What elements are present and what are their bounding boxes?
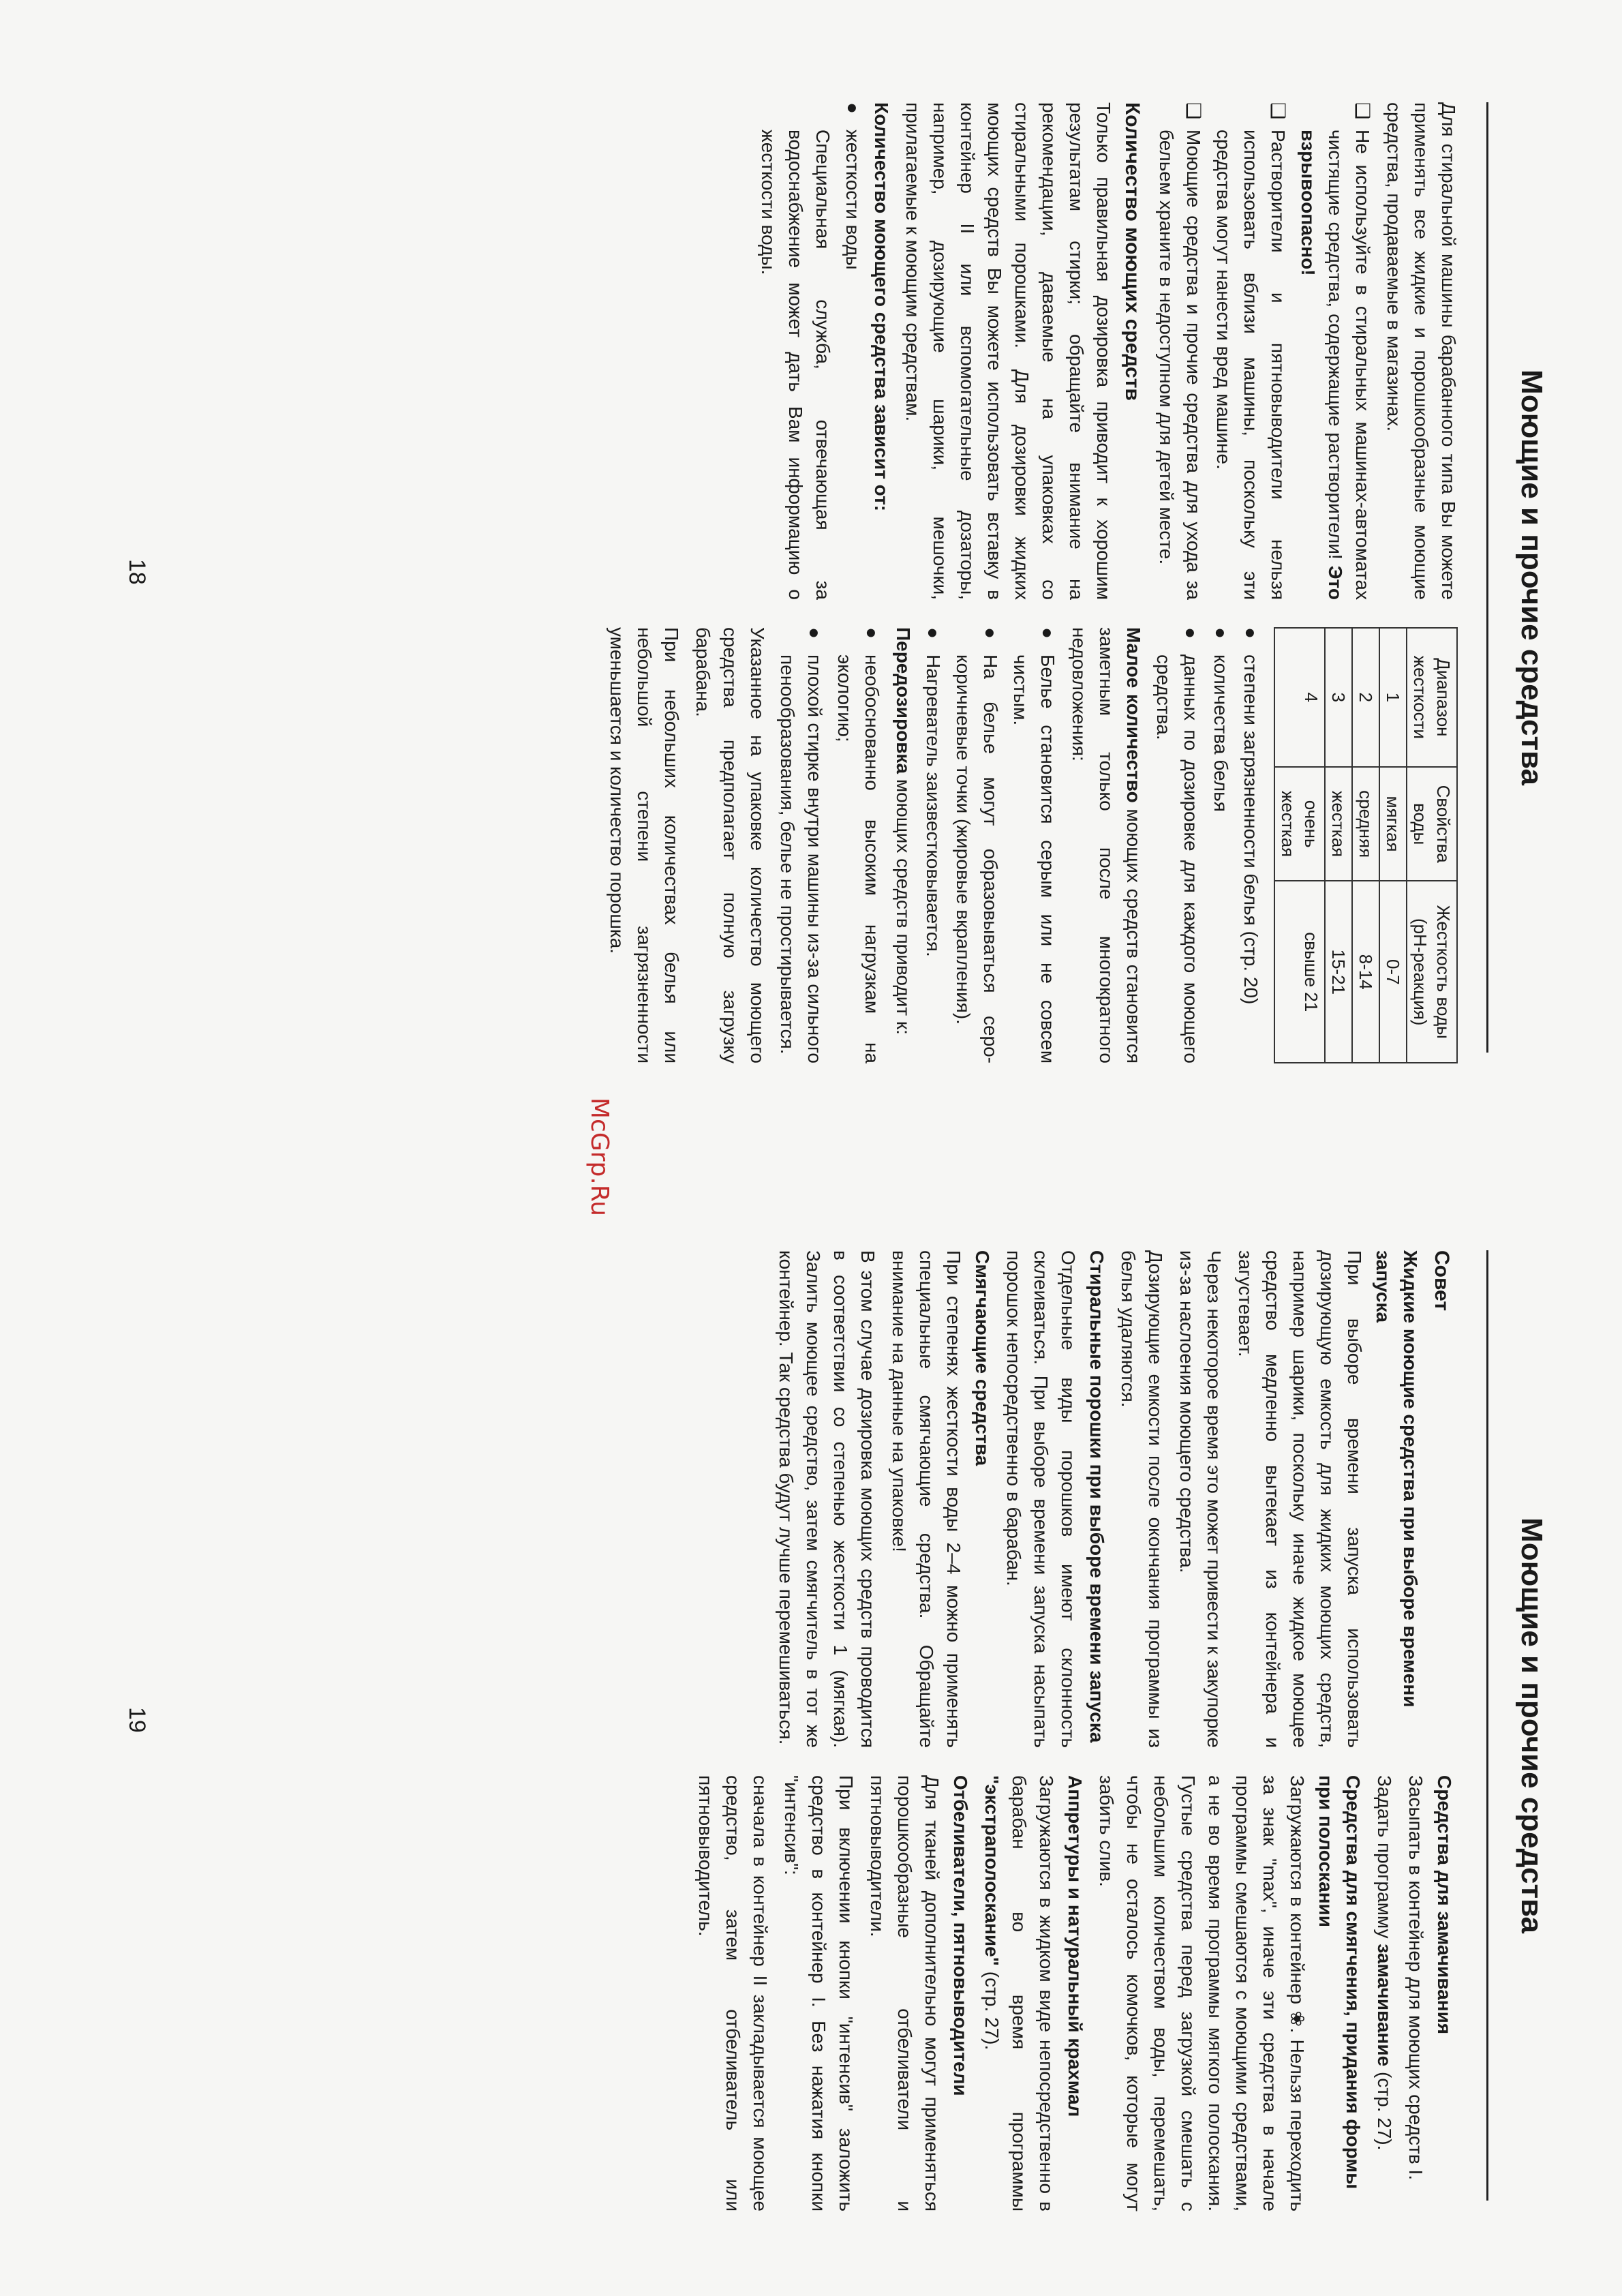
rinse-text: Загружаются в контейнер ❀. Нельзя переходить за знак "max", иначе эти средства в начале программы смешаются с моющими средствами, а не во время программы мягкого полоскания. Густые средства перед загрузкой смешать с небольшим количеством воды, перемешать, чтобы не осталось комочков, которые могут забить слив.	[1096, 1775, 1308, 2211]
bullet-icon: ●	[1180, 627, 1202, 639]
starch-text: Загружаются в жидком виде непосредственно в барабан во время программы "экстраполоскание" (стр. 27).	[981, 1775, 1057, 2211]
warning-item	[1210, 102, 1291, 600]
warning-text: Не используйте в стиральных машинах-автоматах чистящие средства, содержащие растворители!	[1325, 130, 1373, 600]
title-rule	[1486, 102, 1488, 1053]
warning-text: Моющие средства и прочие средства для ухода за бельем храните в недоступном для детей месте.	[1156, 130, 1204, 600]
bullet-icon: ●	[861, 627, 883, 639]
depends-item: ● данных по дозировке для каждого моющего средства.	[1150, 627, 1204, 1063]
list-item: ● Белье становится серым или не совсем чистым.	[1007, 627, 1061, 1063]
depends-item: ● количества белья	[1207, 627, 1234, 1063]
table-header: Свойства воды	[1407, 767, 1457, 881]
bullet-icon: ●	[1037, 627, 1058, 639]
softener-text-2: В этом случае дозировка моющих средств проводится в соответствии со степенью жесткости 1 (мягкая). Залить моющее средство, затем смягчитель в тот же контейнер. Так средства будут лучше перемешиваться.	[776, 1250, 878, 1748]
overdose-note: Указанное на упаковке количество моющего средства предполагает полную загрузку барабана.	[692, 627, 768, 1063]
bullet-icon: ●	[842, 102, 863, 114]
depends-item: ● жесткости воды	[839, 102, 866, 600]
list-item: ● На белье могут образовываться серо-коричневые точки (жировые вкрапления).	[949, 627, 1004, 1063]
watermark-logo: McGrp.Ru	[585, 1098, 613, 1217]
table-cell: 2	[1352, 628, 1379, 767]
table-header-row	[1407, 628, 1457, 1063]
soak-heading: Средства для замачивания	[1434, 1775, 1455, 2035]
intensive-text: При включении кнопки "интенсив" заложить средство в контейнер I. Без нажатия кнопки "интенсив":	[781, 1775, 857, 2211]
small-loads-text: При небольших количествах белья или небольшой степени загрязненности уменьшается и количество порошка.	[607, 627, 682, 1063]
page-title: Моющие и прочие средства	[1515, 369, 1548, 785]
powder-heading: Стиральные порошки при выборе времени запуска	[1086, 1250, 1107, 1743]
warning-item	[1152, 102, 1207, 600]
table-cell: 3	[1325, 628, 1352, 767]
intro-text: Для стиральной машины барабанного типа Вы можете применять все жидкие и порошкообразные моющие средства, продаваемые в магазинах.	[1383, 102, 1459, 600]
bullet-icon: ●	[923, 627, 944, 639]
bullet-icon: ●	[1240, 627, 1261, 639]
starch-heading: Аппретуры и натуральный крахмал	[1065, 1775, 1086, 2117]
list-item: ● необоснованно высоким нагрузкам на экологию;	[831, 627, 885, 1063]
more-depends-list	[1150, 627, 1264, 1063]
hardness-table	[1274, 627, 1458, 1063]
page-number: 18	[124, 559, 150, 585]
list-item: ● плохой стирке внутри машины из-за сильного пенообразования, белье не простирывается.	[774, 627, 828, 1063]
bleach-heading: Отбеливатели, пятновыводители	[950, 1775, 971, 2096]
right-column	[688, 1775, 1462, 2211]
left-column	[750, 102, 1462, 600]
intensive-text-2: сначала в контейнер II закладывается моющее средство, затем отбеливатель или пятновыводитель.	[695, 1775, 771, 2211]
table-cell: 15-21	[1325, 881, 1352, 1063]
table-row	[1352, 628, 1379, 1063]
soak-text-2: Задать программу замачивание (стр. 27).	[1374, 1775, 1395, 2151]
overdose-list	[774, 627, 885, 1063]
page-title: Моющие и прочие средства	[1515, 1517, 1548, 1933]
bullet-icon: ●	[980, 627, 1001, 639]
low-amount-text: Малое количество моющих средств становится заметным только после многократного недовложения:	[1069, 627, 1144, 1063]
softener-heading: Смягчающие средства	[972, 1250, 993, 1466]
table-cell: жесткая	[1325, 767, 1352, 881]
quantity-text: Только правильная дозировка приводит к хорошим результатам стирки; обращайте внимание на рекомендации, даваемые на упаковках со стиральными порошками. Для дозировки жидких моющих средств Вы можете использовать вставку в контейнер II или вспомогательные дозаторы, например, дозирующие шарики, мешочки, прилагаемые к моющим средствам.	[902, 102, 1114, 600]
powder-text: Отдельные виды порошков имеют склонность склеиваться. При выборе времени запуска насыпать порошок непосредственно в барабан.	[1003, 1250, 1079, 1748]
tip-label: Совет	[1430, 1250, 1453, 1312]
depends-heading: Количество моющего средства зависит от:	[871, 102, 892, 512]
warning-item	[1294, 102, 1376, 600]
table-cell: 1	[1379, 628, 1407, 767]
table-row	[1379, 628, 1407, 1063]
liquid-heading: Жидкие моющие средства при выборе времени запуска	[1373, 1250, 1421, 1708]
depends-item: ● степени загрязненности белья (стр. 20)	[1237, 627, 1264, 1063]
soak-text: Засыпать в контейнер для моющих средств I.	[1405, 1775, 1426, 2181]
bullet-icon: ●	[804, 627, 825, 639]
overdose-text: Передозировка моющих средств приводит к:	[893, 627, 914, 1035]
warning-list	[1152, 102, 1376, 600]
softener-text: При степенях жесткости воды 2–4 можно применять специальные смягчающие средства. Обращайте внимание на данные на упаковке!	[889, 1250, 964, 1748]
table-cell: очень жесткая	[1274, 767, 1325, 881]
table-row	[1325, 628, 1352, 1063]
low-amount-list	[919, 627, 1061, 1063]
checkbox-icon: ❑	[1268, 102, 1289, 120]
table-cell: 8-14	[1352, 881, 1379, 1063]
checkbox-icon: ❑	[1183, 102, 1204, 120]
table-cell: 0-7	[1379, 881, 1407, 1063]
page-19	[0, 1148, 1622, 2296]
left-column	[768, 1250, 1462, 1748]
liquid-text-2: Через некоторое время это может привести к закупорке из-за наслоения моющего средства.	[1176, 1250, 1225, 1748]
rinse-heading: Средства для смягчения, придания формы при полоскании	[1315, 1775, 1364, 2190]
title-rule	[1486, 1250, 1488, 2201]
liquid-text-3: Дозирующие емкости после окончания программы из белья удаляются.	[1118, 1250, 1166, 1748]
quantity-heading: Количество моющих средств	[1121, 102, 1144, 401]
table-header: Диапазон жесткости	[1407, 628, 1457, 767]
table-header: Жесткость воды (pH-реакция)	[1407, 881, 1457, 1063]
bullet-icon: ●	[1210, 627, 1231, 639]
table-cell: свыше 21	[1274, 881, 1325, 1063]
table-row	[1274, 628, 1325, 1063]
warning-bold: Это взрывоопасно!	[1298, 130, 1346, 601]
depends-list	[839, 102, 866, 600]
table-cell: средняя	[1352, 767, 1379, 881]
bleach-text: Для тканей дополнительно могут применяться порошкообразные отбеливатели и пятновыводители.	[867, 1775, 943, 2211]
warning-text: Растворители и пятновыводители нельзя использовать вблизи машины, поскольку эти средства могут нанести вред машине.	[1213, 130, 1289, 600]
page-number: 19	[124, 1707, 150, 1733]
checkbox-icon: ❑	[1352, 102, 1373, 120]
liquid-text: При выборе времени запуска использовать дозирующую емкость для жидких моющих средств, например шарики, поскольку иначе жидкое моющее средство медленно вытекает из контейнера и загустевает.	[1235, 1250, 1365, 1748]
right-column	[599, 627, 1462, 1063]
water-service-text: Специальная служба, отвечающая за водоснабжение может дать Вам информацию о жесткости воды.	[758, 130, 833, 600]
table-cell: мягкая	[1379, 767, 1407, 881]
table-cell: 4	[1274, 628, 1325, 767]
list-item: ● Нагреватель заизвестковывается.	[919, 627, 947, 1063]
